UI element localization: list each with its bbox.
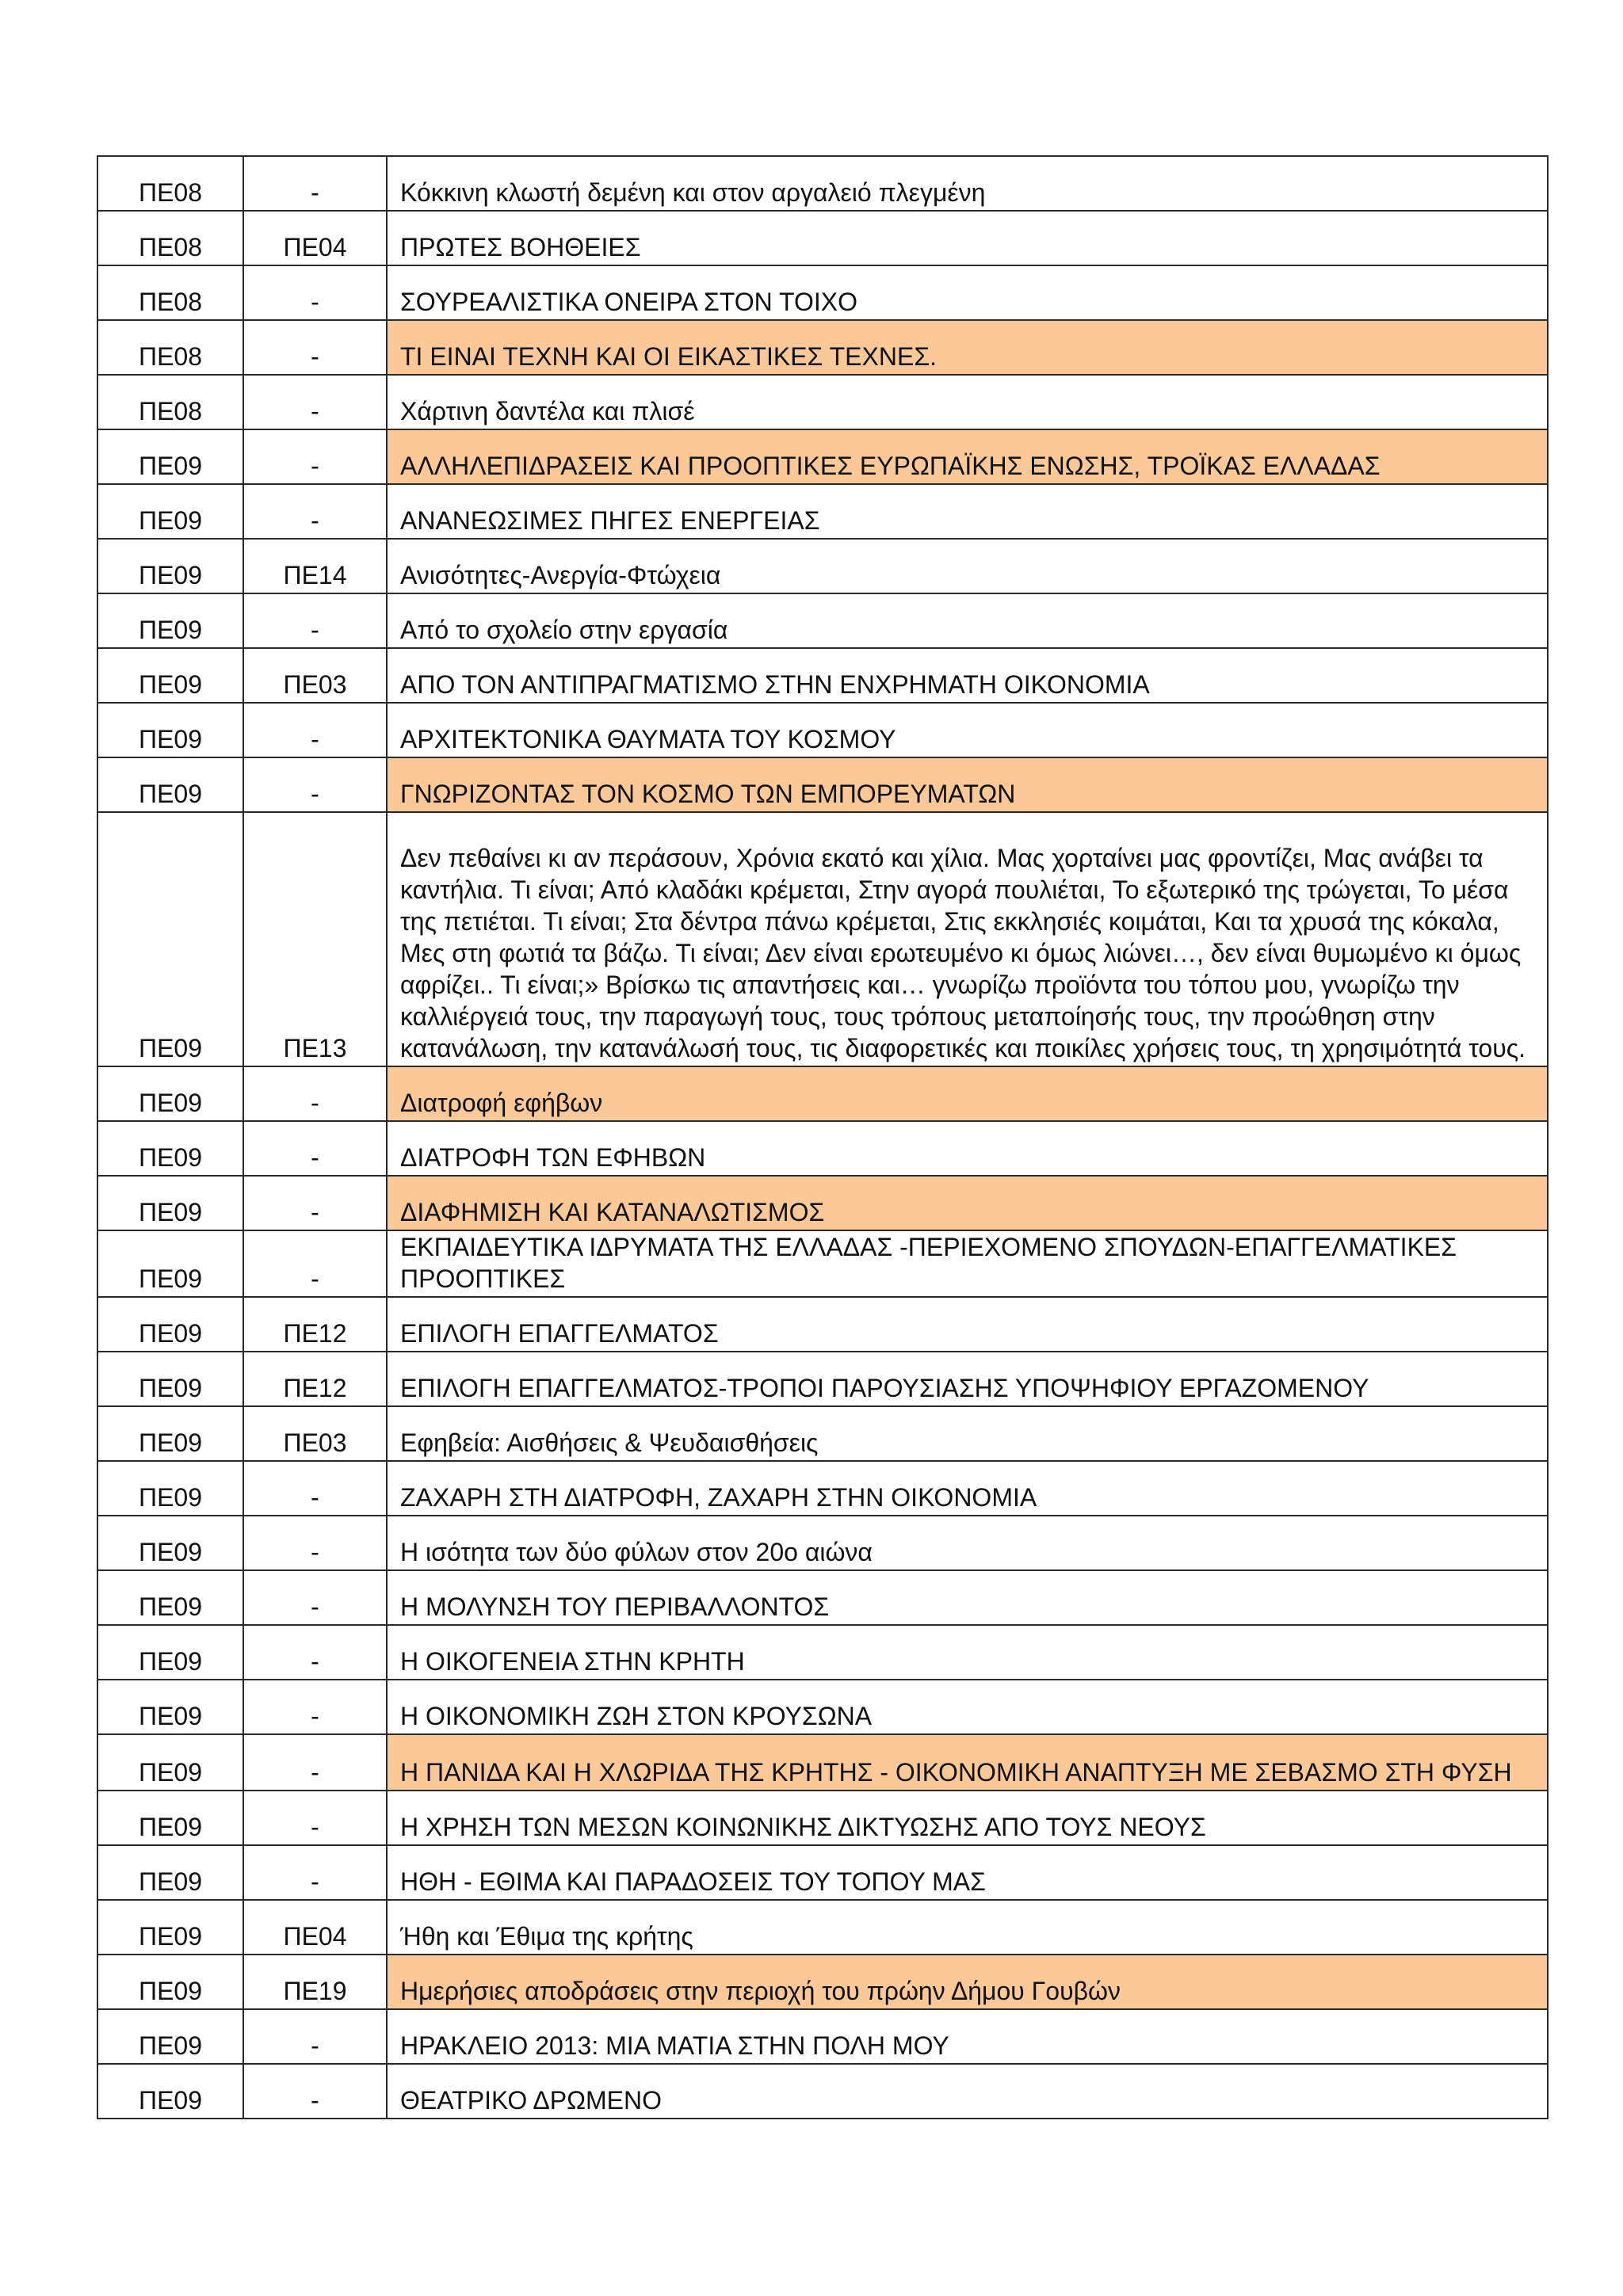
subject-code-cell: ΠΕ09 (97, 1406, 243, 1461)
table-row (97, 211, 1548, 265)
table-row (97, 1791, 1548, 1845)
related-code-cell: - (243, 1734, 387, 1791)
subject-code-cell: ΠΕ08 (97, 211, 243, 265)
project-title-cell: ΔΙΑΤΡΟΦΗ ΤΩΝ ΕΦΗΒΩΝ (387, 1121, 1548, 1176)
subject-code-cell: ΠΕ09 (97, 1297, 243, 1352)
related-code-cell: - (243, 1121, 387, 1176)
table-row (97, 1461, 1548, 1516)
project-title-cell: Διατροφή εφήβων (387, 1066, 1548, 1121)
table-row (97, 1297, 1548, 1352)
table-row (97, 1845, 1548, 1900)
table-row (97, 2009, 1548, 2064)
related-code-cell: - (243, 156, 387, 211)
table-row (97, 429, 1548, 484)
project-title-cell: Κόκκινη κλωστή δεμένη και στον αργαλειό πλεγμένη (387, 156, 1548, 211)
subject-code-cell: ΠΕ09 (97, 1955, 243, 2009)
related-code-cell: - (243, 1791, 387, 1845)
subject-code-cell: ΠΕ09 (97, 703, 243, 757)
project-title-cell: ΗΘΗ - ΕΘΙΜΑ ΚΑΙ ΠΑΡΑΔΟΣΕΙΣ ΤΟΥ ΤΟΠΟΥ ΜΑΣ (387, 1845, 1548, 1900)
table-row (97, 156, 1548, 211)
table-row (97, 1230, 1548, 1297)
subject-code-cell: ΠΕ09 (97, 1461, 243, 1516)
subject-code-cell: ΠΕ09 (97, 429, 243, 484)
related-code-cell: - (243, 703, 387, 757)
project-title-cell: Εφηβεία: Αισθήσεις & Ψευδαισθήσεις (387, 1406, 1548, 1461)
project-title-cell: Από το σχολείο στην εργασία (387, 593, 1548, 648)
related-code-cell: - (243, 1066, 387, 1121)
subject-code-cell: ΠΕ09 (97, 1230, 243, 1297)
project-title-cell: Ημερήσιες αποδράσεις στην περιοχή του πρώην Δήμου Γουβών (387, 1955, 1548, 2009)
subject-code-cell: ΠΕ09 (97, 2009, 243, 2064)
related-code-cell: - (243, 1680, 387, 1734)
related-code-cell: - (243, 265, 387, 320)
project-title-cell: ΣΟΥΡΕΑΛΙΣΤΙΚΑ ΟΝΕΙΡΑ ΣΤΟΝ ΤΟΙΧΟ (387, 265, 1548, 320)
related-code-cell: ΠΕ04 (243, 1900, 387, 1955)
project-title-cell: Η ΧΡΗΣΗ ΤΩΝ ΜΕΣΩΝ ΚΟΙΝΩΝΙΚΗΣ ΔΙΚΤΥΩΣΗΣ ΑΠΟ ΤΟΥΣ ΝΕΟΥΣ (387, 1791, 1548, 1845)
related-code-cell: - (243, 1845, 387, 1900)
table-row (97, 703, 1548, 757)
subject-code-cell: ΠΕ09 (97, 1066, 243, 1121)
subject-code-cell: ΠΕ09 (97, 1734, 243, 1791)
table-row (97, 812, 1548, 1066)
subject-code-cell: ΠΕ08 (97, 265, 243, 320)
subject-code-cell: ΠΕ08 (97, 320, 243, 375)
project-title-cell: ΕΠΙΛΟΓΗ ΕΠΑΓΓΕΛΜΑΤΟΣ (387, 1297, 1548, 1352)
project-title-cell: Η ΟΙΚΟΝΟΜΙΚΗ ΖΩΗ ΣΤΟΝ ΚΡΟΥΣΩΝΑ (387, 1680, 1548, 1734)
table-row (97, 2064, 1548, 2119)
subject-code-cell: ΠΕ09 (97, 1516, 243, 1570)
table-row (97, 593, 1548, 648)
related-code-cell: - (243, 1176, 387, 1230)
subject-code-cell: ΠΕ09 (97, 1791, 243, 1845)
table-row (97, 1570, 1548, 1625)
related-code-cell: - (243, 1570, 387, 1625)
related-code-cell: ΠΕ12 (243, 1297, 387, 1352)
subject-code-cell: ΠΕ09 (97, 1845, 243, 1900)
table-row (97, 1066, 1548, 1121)
project-title-cell: ΠΡΩΤΕΣ ΒΟΗΘΕΙΕΣ (387, 211, 1548, 265)
table-row (97, 484, 1548, 539)
project-title-cell: ΕΠΙΛΟΓΗ ΕΠΑΓΓΕΛΜΑΤΟΣ-ΤΡΟΠΟΙ ΠΑΡΟΥΣΙΑΣΗΣ ΥΠΟΨΗΦΙΟΥ ΕΡΓΑΖΟΜΕΝΟΥ (387, 1352, 1548, 1406)
project-title-cell: ΘΕΑΤΡΙΚΟ ΔΡΩΜΕΝΟ (387, 2064, 1548, 2119)
subject-code-cell: ΠΕ09 (97, 539, 243, 593)
project-title-cell: Δεν πεθαίνει κι αν περάσουν, Χρόνια εκατό και χίλια. Μας χορταίνει μας φροντίζει, Μας ανάβει τα καντήλια. Τι είναι; Από κλαδάκι κρέμεται, Στην αγορά πουλιέται, Το εξωτερικό της τρώγεται, Το μέσα της πετιέται. Τι είναι; Στα δέντρα πάνω κρέμεται, Στις εκκλησιές κοιμάται, Και τα χρυσά της κόκαλα, Μες στη φωτιά τα βάζω. Τι είναι; Δεν είναι ερωτευμένο κι όμως λιώνει…, δεν είναι θυμωμένο κι όμως αφρίζει.. Τι είναι;» Βρίσκω τις απαντήσεις και… γνωρίζω προϊόντα του τόπου μου, γνωρίζω την καλλιέργειά τους, την παραγωγή τους, τους τρόπους μεταποίησής τους, την προώθηση στην κατανάλωση, την κατανάλωσή τους, τις διαφορετικές και ποικίλες χρήσεις τους, τη χρησιμότητά τους. (387, 812, 1548, 1066)
subject-code-cell: ΠΕ09 (97, 757, 243, 812)
subject-code-cell: ΠΕ09 (97, 2064, 243, 2119)
related-code-cell: - (243, 757, 387, 812)
project-title-cell: Χάρτινη δαντέλα και πλισέ (387, 375, 1548, 429)
table-row (97, 1406, 1548, 1461)
subject-code-cell: ΠΕ08 (97, 375, 243, 429)
related-code-cell: - (243, 1516, 387, 1570)
subject-code-cell: ΠΕ09 (97, 1352, 243, 1406)
projects-table (97, 155, 1549, 2119)
project-title-cell: ΓΝΩΡΙΖΟΝΤΑΣ ΤΟΝ ΚΟΣΜΟ ΤΩΝ ΕΜΠΟΡΕΥΜΑΤΩΝ (387, 757, 1548, 812)
related-code-cell: - (243, 1461, 387, 1516)
subject-code-cell: ΠΕ09 (97, 1570, 243, 1625)
table-row (97, 757, 1548, 812)
project-title-cell: ΑΠΟ ΤΟΝ ΑΝΤΙΠΡΑΓΜΑΤΙΣΜΟ ΣΤΗΝ ΕΝΧΡΗΜΑΤΗ ΟΙΚΟΝΟΜΙΑ (387, 648, 1548, 703)
table-row (97, 539, 1548, 593)
related-code-cell: - (243, 593, 387, 648)
related-code-cell: - (243, 1625, 387, 1680)
related-code-cell: ΠΕ03 (243, 648, 387, 703)
related-code-cell: - (243, 484, 387, 539)
related-code-cell: - (243, 2064, 387, 2119)
project-title-cell: Η ΠΑΝΙΔΑ ΚΑΙ Η ΧΛΩΡΙΔΑ ΤΗΣ ΚΡΗΤΗΣ - ΟΙΚΟΝΟΜΙΚΗ ΑΝΑΠΤΥΞΗ ΜΕ ΣΕΒΑΣΜΟ ΣΤΗ ΦΥΣΗ (387, 1734, 1548, 1791)
project-title-cell: ΑΛΛΗΛΕΠΙΔΡΑΣΕΙΣ ΚΑΙ ΠΡΟΟΠΤΙΚΕΣ ΕΥΡΩΠΑΪΚΗΣ ΕΝΩΣΗΣ, ΤΡΟΪΚΑΣ ΕΛΛΑΔΑΣ (387, 429, 1548, 484)
related-code-cell: - (243, 320, 387, 375)
table-row (97, 1352, 1548, 1406)
related-code-cell: - (243, 2009, 387, 2064)
subject-code-cell: ΠΕ09 (97, 593, 243, 648)
related-code-cell: ΠΕ04 (243, 211, 387, 265)
related-code-cell: - (243, 1230, 387, 1297)
table-row (97, 1176, 1548, 1230)
table-row (97, 1955, 1548, 2009)
table-row (97, 1900, 1548, 1955)
project-title-cell: Ήθη και Έθιμα της κρήτης (387, 1900, 1548, 1955)
related-code-cell: ΠΕ03 (243, 1406, 387, 1461)
project-title-cell: Η ισότητα των δύο φύλων στον 20ο αιώνα (387, 1516, 1548, 1570)
table-row (97, 320, 1548, 375)
table-row (97, 648, 1548, 703)
project-title-cell: ΔΙΑΦΗΜΙΣΗ ΚΑΙ ΚΑΤΑΝΑΛΩΤΙΣΜΟΣ (387, 1176, 1548, 1230)
table-row (97, 1680, 1548, 1734)
subject-code-cell: ΠΕ09 (97, 812, 243, 1066)
subject-code-cell: ΠΕ09 (97, 1121, 243, 1176)
table-row (97, 1121, 1548, 1176)
subject-code-cell: ΠΕ09 (97, 1625, 243, 1680)
table-row (97, 375, 1548, 429)
subject-code-cell: ΠΕ09 (97, 1176, 243, 1230)
table-body (97, 156, 1548, 2119)
related-code-cell: ΠΕ12 (243, 1352, 387, 1406)
related-code-cell: ΠΕ14 (243, 539, 387, 593)
project-title-cell: ΑΡΧΙΤΕΚΤΟΝΙΚΑ ΘΑΥΜΑΤΑ ΤΟΥ ΚΟΣΜΟΥ (387, 703, 1548, 757)
subject-code-cell: ΠΕ09 (97, 484, 243, 539)
related-code-cell: - (243, 375, 387, 429)
subject-code-cell: ΠΕ09 (97, 1680, 243, 1734)
project-title-cell: Η ΟΙΚΟΓΕΝΕΙΑ ΣΤΗΝ ΚΡΗΤΗ (387, 1625, 1548, 1680)
subject-code-cell: ΠΕ09 (97, 648, 243, 703)
table-row (97, 1516, 1548, 1570)
project-title-cell: ΤΙ ΕΙΝΑΙ ΤΕΧΝΗ ΚΑΙ ΟΙ ΕΙΚΑΣΤΙΚΕΣ ΤΕΧΝΕΣ. (387, 320, 1548, 375)
subject-code-cell: ΠΕ09 (97, 1900, 243, 1955)
related-code-cell: ΠΕ19 (243, 1955, 387, 2009)
project-title-cell: ΑΝΑΝΕΩΣΙΜΕΣ ΠΗΓΕΣ ΕΝΕΡΓΕΙΑΣ (387, 484, 1548, 539)
related-code-cell: ΠΕ13 (243, 812, 387, 1066)
table-row (97, 265, 1548, 320)
project-title-cell: ΗΡΑΚΛΕΙΟ 2013: ΜΙΑ ΜΑΤΙΑ ΣΤΗΝ ΠΟΛΗ ΜΟΥ (387, 2009, 1548, 2064)
project-title-cell: ΖΑΧΑΡΗ ΣΤΗ ΔΙΑΤΡΟΦΗ, ΖΑΧΑΡΗ ΣΤΗΝ ΟΙΚΟΝΟΜΙΑ (387, 1461, 1548, 1516)
table-row (97, 1734, 1548, 1791)
table-row (97, 1625, 1548, 1680)
project-title-cell: ΕΚΠΑΙΔΕΥΤΙΚΑ ΙΔΡΥΜΑΤΑ ΤΗΣ ΕΛΛΑΔΑΣ -ΠΕΡΙΕΧΟΜΕΝΟ ΣΠΟΥΔΩΝ-ΕΠΑΓΓΕΛΜΑΤΙΚΕΣ ΠΡΟΟΠΤΙΚΕΣ (387, 1230, 1548, 1297)
related-code-cell: - (243, 429, 387, 484)
project-title-cell: Η ΜΟΛΥΝΣΗ ΤΟΥ ΠΕΡΙΒΑΛΛΟΝΤΟΣ (387, 1570, 1548, 1625)
subject-code-cell: ΠΕ08 (97, 156, 243, 211)
project-title-cell: Ανισότητες-Ανεργία-Φτώχεια (387, 539, 1548, 593)
